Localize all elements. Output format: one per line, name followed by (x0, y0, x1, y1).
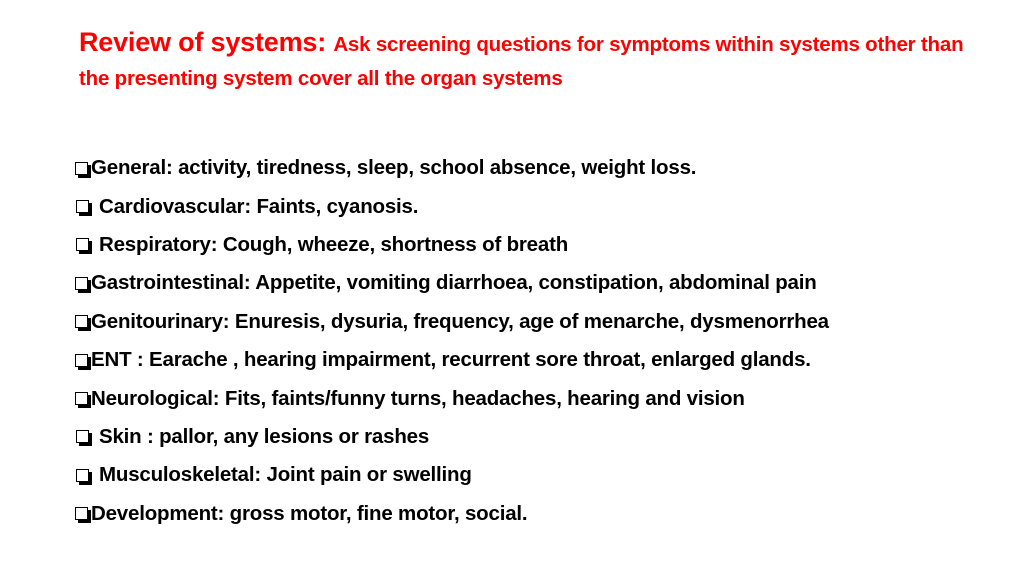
list-item-general (75, 149, 829, 187)
checkbox-bullet-icon (76, 238, 89, 251)
list-item-cardiovascular (75, 187, 829, 225)
checkbox-bullet-icon (75, 354, 88, 367)
checkbox-bullet-icon (75, 392, 88, 405)
list-item-gastrointestinal (75, 264, 829, 302)
checkbox-bullet-icon (76, 200, 89, 213)
list-item-genitourinary (75, 303, 829, 341)
list-item-label: Cardiovascular: Faints, cyanosis. (99, 194, 419, 218)
checkbox-bullet-icon (75, 507, 88, 520)
checkbox-bullet-icon (75, 277, 88, 290)
list-item-ent (75, 341, 829, 379)
list-item-neurological (75, 379, 829, 417)
list-item-label: Musculoskeletal: Joint pain or swelling (99, 463, 472, 487)
list-item-label: Skin : pallor, any lesions or rashes (99, 424, 430, 448)
checkbox-bullet-icon (76, 430, 89, 443)
list-item-skin (75, 418, 829, 456)
checkbox-bullet-icon (75, 162, 88, 175)
list-item-label: Gastrointestinal: Appetite, vomiting diarrhoea, constipation, abdominal pain (91, 271, 817, 295)
list-item-musculoskeletal (75, 456, 829, 494)
list-item-label: General: activity, tiredness, sleep, school absence, weight loss. (91, 156, 697, 180)
checkbox-bullet-icon (76, 469, 89, 482)
list-item-development (75, 495, 829, 533)
title-main: Review of systems: (79, 27, 334, 57)
review-of-systems-list (75, 149, 829, 533)
checkbox-bullet-icon (75, 315, 88, 328)
list-item-label: Neurological: Fits, faints/funny turns, headaches, hearing and vision (91, 386, 745, 410)
list-item-label: Genitourinary: Enuresis, dysuria, frequency, age of menarche, dysmenorrhea (91, 309, 829, 333)
list-item-label: Respiratory: Cough, wheeze, shortness of breath (99, 232, 569, 256)
slide-title (79, 26, 979, 97)
list-item-respiratory (75, 226, 829, 264)
list-item-label: ENT : Earache , hearing impairment, recurrent sore throat, enlarged glands. (91, 348, 811, 372)
list-item-label: Development: gross motor, fine motor, social. (91, 501, 528, 525)
title-subtitle: Ask screening questions for symptoms within systems other than the presenting system cover all the organ systems (79, 33, 964, 90)
